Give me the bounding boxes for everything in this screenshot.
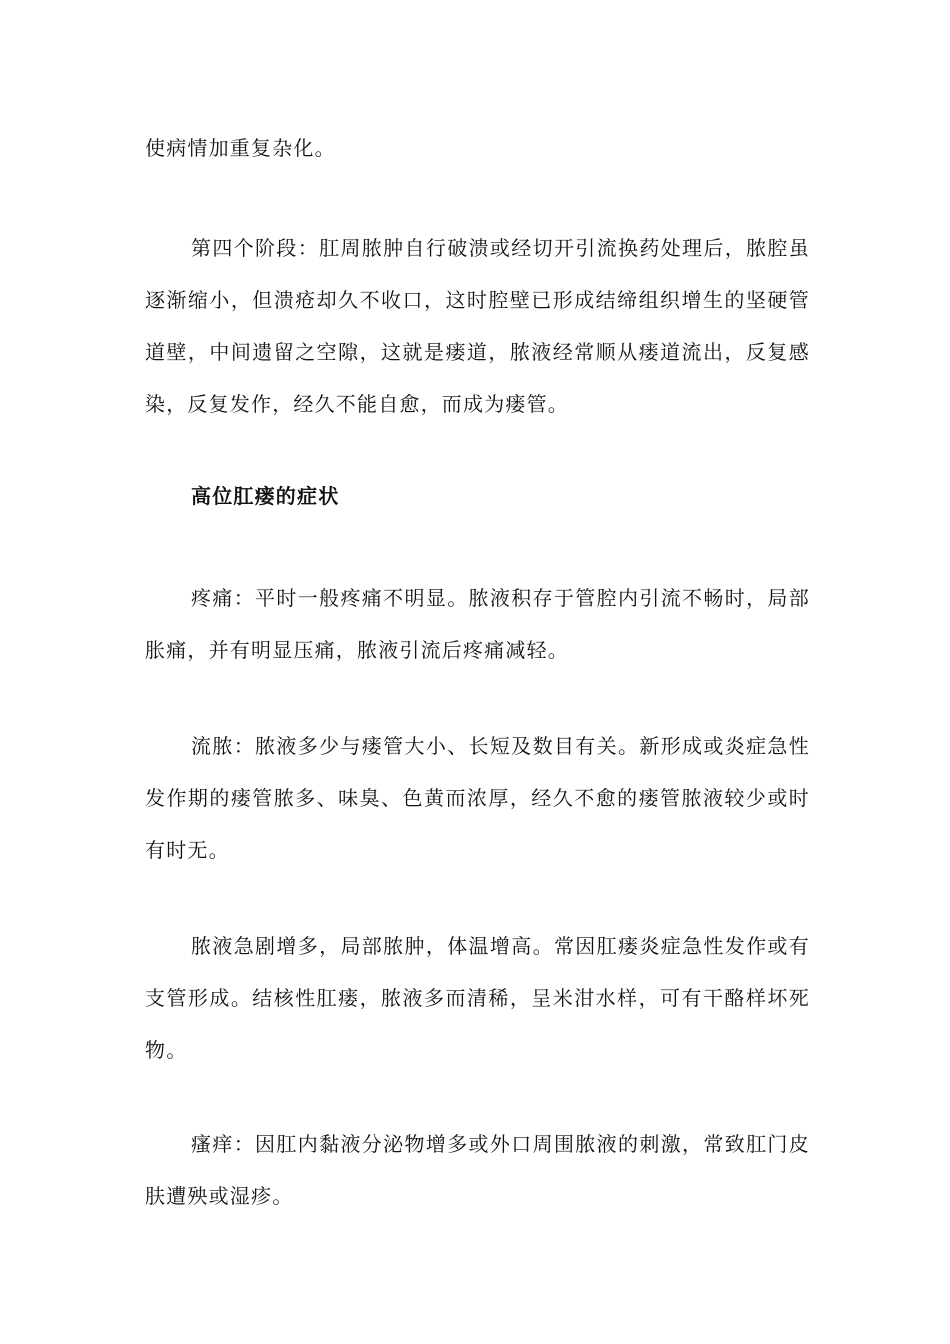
paragraph-discharge: 流脓：脓液多少与瘘管大小、长短及数目有关。新形成或炎症急性发作期的瘘管脓多、味臭、色黄而浓厚，经久不愈的瘘管脓液较少或时有时无。 — [145, 734, 810, 862]
paragraph-itching: 瘙痒：因肛内黏液分泌物增多或外口周围脓液的刺激，常致肛门皮肤遭殃或湿疹。 — [145, 1132, 810, 1208]
paragraph-continuation: 使病情加重复杂化。 — [145, 136, 336, 160]
section-heading: 高位肛瘘的症状 — [191, 484, 340, 508]
paragraph-pain: 疼痛：平时一般疼痛不明显。脓液积存于管腔内引流不畅时，局部胀痛，并有明显压痛，脓液引流后疼痛减轻。 — [145, 586, 810, 662]
paragraph-abscess: 脓液急剧增多，局部脓肿，体温增高。常因肛瘘炎症急性发作或有支管形成。结核性肛瘘，脓液多而清稀，呈米泔水样，可有干酪样坏死物。 — [145, 934, 810, 1062]
paragraph-stage-four: 第四个阶段：肛周脓肿自行破溃或经切开引流换药处理后，脓腔虽逐渐缩小，但溃疮却久不收口，这时腔壁已形成结缔组织增生的坚硬管道壁，中间遗留之空隙，这就是瘘道，脓液经常顺从瘘道流出，反复感染，反复发作，经久不能自愈，而成为瘘管。 — [145, 236, 810, 416]
